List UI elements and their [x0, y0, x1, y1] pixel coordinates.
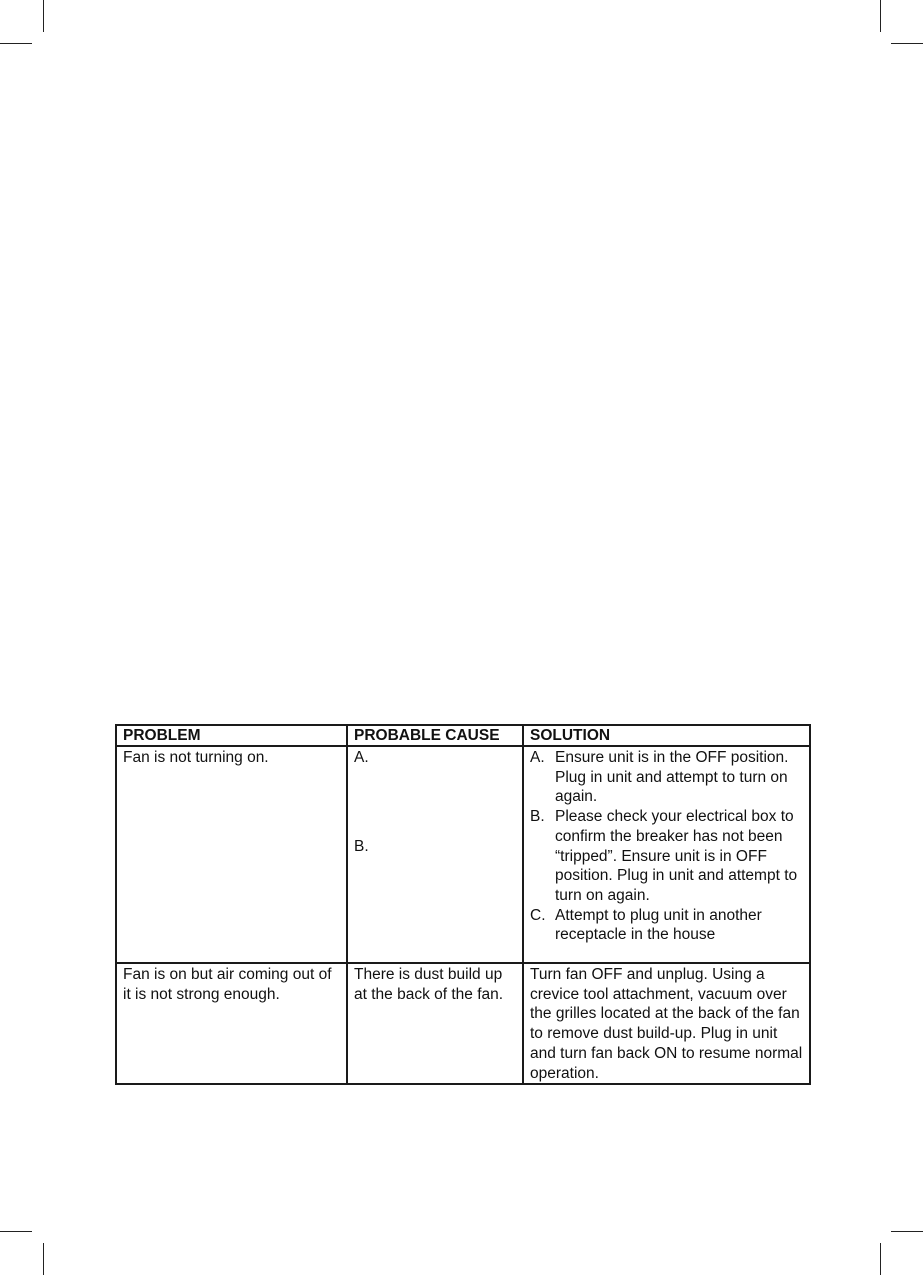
solution-cell: Turn fan OFF and unplug. Using a crevice tool attachment, vacuum over the grilles located at the back of the fan to remove dust build-up. Plug in unit and turn fan back ON to resume normal operation.	[523, 963, 810, 1084]
crop-mark-top-left-horizontal	[0, 43, 32, 44]
troubleshooting-table	[115, 724, 811, 1085]
problem-cell: Fan is on but air coming out of it is not strong enough.	[116, 963, 347, 1084]
crop-mark-top-left-vertical	[43, 0, 44, 32]
crop-mark-top-right-horizontal	[891, 43, 923, 44]
header-solution: SOLUTION	[523, 725, 810, 746]
solution-cell	[523, 746, 810, 963]
solution-marker: A.	[530, 749, 545, 766]
table-row	[116, 963, 810, 1084]
solution-item	[530, 748, 803, 807]
cause-marker-b: B.	[354, 838, 369, 855]
solution-text: Please check your electrical box to confirm the breaker has not been “tripped”. Ensure unit is in OFF position. Plug in unit and attempt to turn on again.	[555, 808, 798, 904]
header-probable-cause: PROBABLE CAUSE	[347, 725, 523, 746]
table-header-row	[116, 725, 810, 746]
solution-item	[530, 807, 803, 906]
cause-cell: There is dust build up at the back of the fan.	[347, 963, 523, 1084]
crop-mark-bottom-left-vertical	[43, 1243, 44, 1275]
crop-mark-bottom-left-horizontal	[0, 1231, 32, 1232]
solution-text: Attempt to plug unit in another receptacle in the house	[555, 906, 762, 944]
problem-cell: Fan is not turning on.	[116, 746, 347, 963]
solution-item	[530, 906, 803, 945]
cause-marker-a: A.	[354, 749, 369, 766]
crop-mark-top-right-vertical	[880, 0, 881, 32]
cause-cell	[347, 746, 523, 963]
crop-mark-bottom-right-vertical	[880, 1243, 881, 1275]
solution-marker: C.	[530, 906, 546, 924]
table-row	[116, 746, 810, 963]
header-problem: PROBLEM	[116, 725, 347, 746]
solution-text: Ensure unit is in the OFF position. Plug in unit and attempt to turn on again.	[555, 749, 789, 806]
solution-list	[530, 748, 803, 945]
crop-mark-bottom-right-horizontal	[891, 1231, 923, 1232]
solution-marker: B.	[530, 808, 545, 826]
